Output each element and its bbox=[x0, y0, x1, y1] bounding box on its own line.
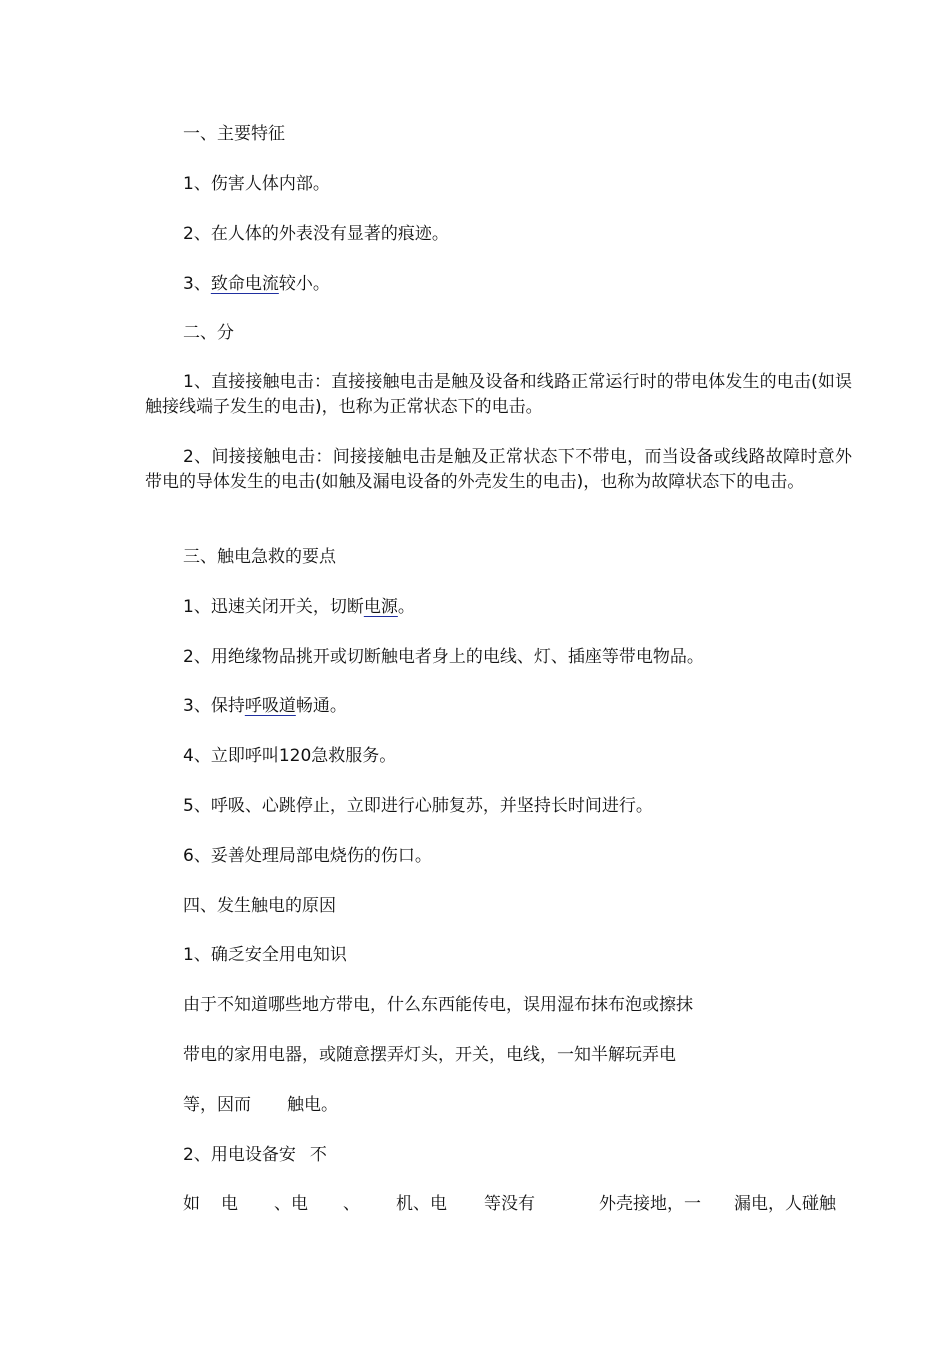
list-item bbox=[183, 1142, 327, 1168]
list-item: 5、呼吸、心跳停止，立即进行心肺复苏，并坚持长时间进行。 bbox=[183, 796, 653, 816]
list-item: 1、伤害人体内部。 bbox=[183, 174, 330, 194]
list-item: 2、用绝缘物品挑开或切断触电者身上的电线、灯、插座等带电物品。 bbox=[183, 647, 704, 667]
list-item bbox=[183, 693, 347, 719]
list-item: 1、确乏安全用电知识 bbox=[183, 945, 347, 965]
list-item: 4、立即呼叫120急救服务。 bbox=[183, 746, 397, 766]
link-airway[interactable]: 呼吸道 bbox=[244, 696, 296, 716]
text-fragment: 漏电，人碰触 bbox=[734, 1194, 836, 1214]
paragraph-line: 带电的家用电器，或随意摆弄灯头，开关，电线，一知半解玩弄电 bbox=[183, 1045, 676, 1065]
list-item-prefix: 3、 bbox=[183, 274, 211, 294]
text-fragment: 2、用电设备安 bbox=[183, 1145, 296, 1165]
list-item-suffix: 较小。 bbox=[278, 274, 330, 294]
list-item bbox=[183, 594, 415, 620]
text-fragment: 、 bbox=[343, 1194, 360, 1214]
paragraph-direct-contact: 1、直接接触电击：直接接触电击是触及设备和线路正常运行时的带电体发生的电击(如误触接线端子发生的电击)，也称为正常状态下的电击。 bbox=[145, 372, 852, 417]
list-item bbox=[183, 271, 330, 297]
paragraph-line: 由于不知道哪些地方带电，什么东西能传电，误用湿布抹布泡或擦抹 bbox=[183, 995, 693, 1015]
text-fragment: 不 bbox=[309, 1145, 327, 1165]
section-heading-features: 一、主要特征 bbox=[183, 124, 285, 144]
section-heading-first-aid: 三、触电急救的要点 bbox=[183, 547, 336, 567]
section-heading-classification: 二、分 bbox=[183, 323, 234, 343]
text-fragment: 机、电 bbox=[396, 1194, 447, 1214]
text-fragment: 等没有 bbox=[484, 1194, 535, 1214]
text-fragment: 外壳接地，一 bbox=[599, 1194, 701, 1214]
paragraph-line bbox=[183, 1092, 338, 1118]
link-lethal-current[interactable]: 致命电流 bbox=[210, 274, 279, 294]
list-item-prefix: 1、迅速关闭开关，切断 bbox=[183, 597, 364, 617]
list-item-suffix: 。 bbox=[397, 597, 415, 617]
text-fragment: 电 bbox=[221, 1194, 238, 1214]
section-heading-causes: 四、发生触电的原因 bbox=[183, 896, 336, 916]
link-power-source[interactable]: 电源 bbox=[363, 597, 398, 617]
list-item: 2、在人体的外表没有显著的痕迹。 bbox=[183, 224, 449, 244]
text-fragment: 触电。 bbox=[287, 1095, 338, 1115]
text-fragment: 等，因而 bbox=[183, 1095, 251, 1115]
list-item: 6、妥善处理局部电烧伤的伤口。 bbox=[183, 846, 432, 866]
list-item-prefix: 3、保持 bbox=[183, 696, 245, 716]
text-fragment: 、电 bbox=[274, 1194, 308, 1214]
list-item-suffix: 畅通。 bbox=[295, 696, 347, 716]
text-fragment: 如 bbox=[183, 1194, 200, 1214]
paragraph-indirect-contact: 2、间接接触电击：间接接触电击是触及正常状态下不带电，而当设备或线路故障时意外带电的导体发生的电击(如触及漏电设备的外壳发生的电击)，也称为故障状态下的电击。 bbox=[145, 447, 852, 492]
